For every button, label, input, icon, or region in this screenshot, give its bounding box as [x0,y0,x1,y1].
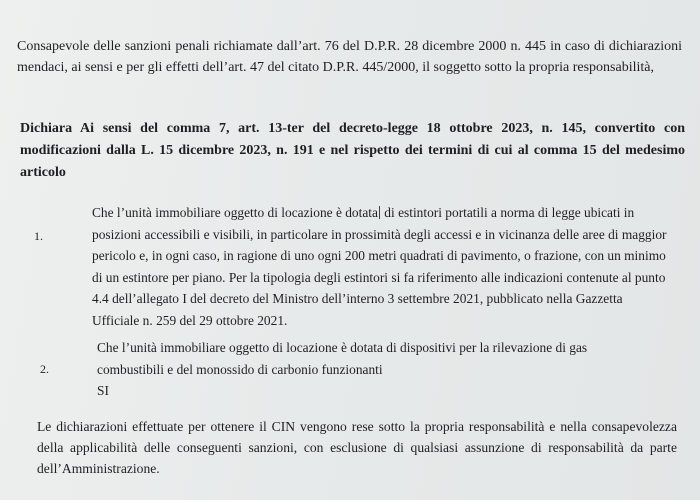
text-cursor-icon [379,206,380,219]
item-1-text-before-cursor: Che l’unità immobiliare oggetto di locazione è dotata [92,205,378,220]
intro-paragraph: Consapevole delle sanzioni penali richiamate dall’art. 76 del D.P.R. 28 dicembre 2000 n. 445 in caso di dichiarazioni mendaci, ai sensi e per gli effetti dell’art. 47 del citato D.P.R. 445/2000, il soggetto sotto la propria responsabilità, [17,39,682,75]
item-1-text [92,202,672,331]
closing-paragraph: Le dichiarazioni effettuate per ottenere il CIN vengono rese sotto la propria responsabilità e nella consapevolezza della applicabilità delle conseguenti sanzioni, con esclusione di qualsiasi assunzione di responsabilità da parte dell’Amministrazione. [37,419,677,476]
item-number: 2. [40,362,49,376]
declaration-heading: Dichiara Ai sensi del comma 7, art. 13-ter del decreto-legge 18 ottobre 2023, n. 145, convertito con modificazioni dalla L. 15 dicembre 2023, n. 191 e nel rispetto dei termini di cui al comma 15 del medesimo articolo [20,121,685,180]
item-2-text: Che l’unità immobiliare oggetto di locazione è dotata di dispositivi per la rilevazione di gas combustibili e del monossido di carbonio funzionanti [97,340,588,377]
item-2-block [97,337,657,402]
item-1-text-after-cursor: di estintori portatili a norma di legge ubicati in posizioni accessibili e visibili, in particolare in prossimità degli accessi e in vicinanza delle aree di maggior pericolo e, in ogni caso, in ragione di uno ogni 200 metri quadrati di pavimento, o frazione, con un minimo di un estintore per piano. Per la tipologia degli estintori si fa riferimento alle indicazioni contenute al punto 4.4 dell’allegato I del decreto del Ministro dell’interno 3 settembre 2021, pubblicato nella Gazzetta Ufficiale n. 259 del 29 ottobre 2021. [92,205,667,328]
item-2-answer: SI [97,383,109,398]
item-number: 1. [34,229,43,243]
